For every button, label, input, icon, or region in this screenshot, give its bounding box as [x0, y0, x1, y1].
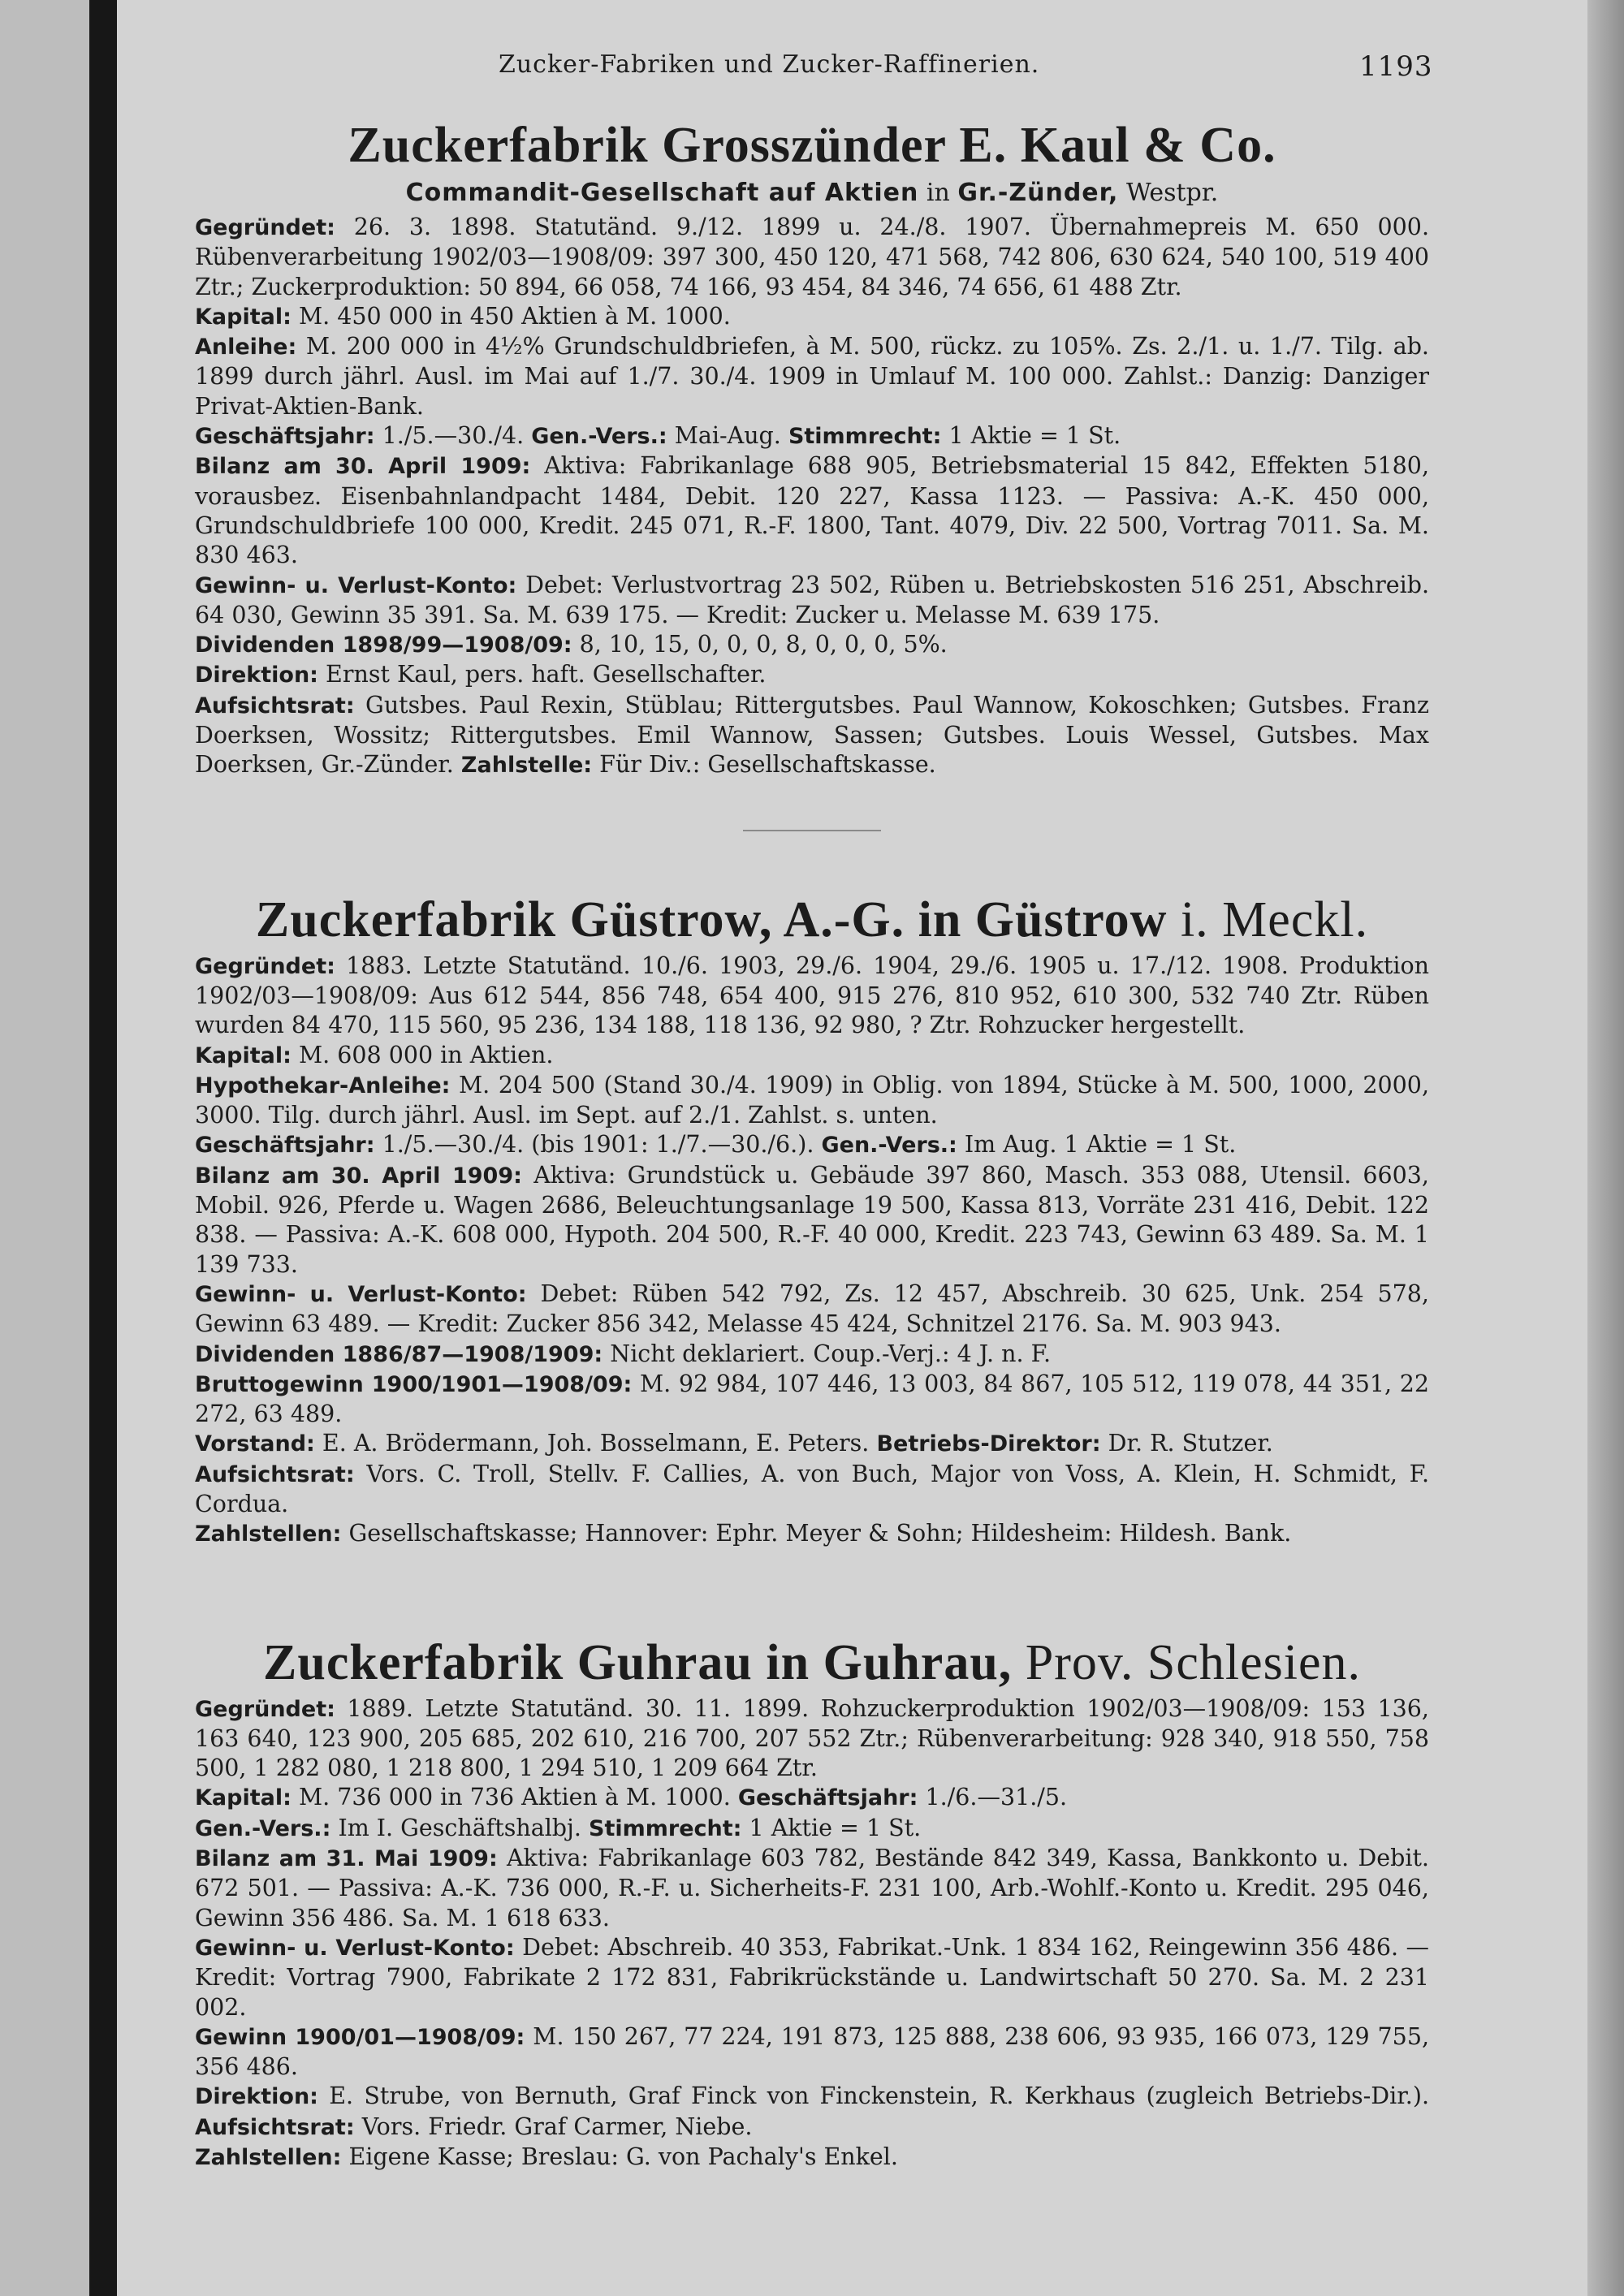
- field-label: Direktion:: [195, 2084, 318, 2110]
- field-label: Gen.-Vers.:: [531, 424, 667, 450]
- entry-paragraph: [195, 1340, 1429, 1370]
- entry-paragraph: [195, 952, 1429, 1041]
- field-text: Vors. Friedr. Graf Carmer, Niebe.: [361, 2113, 753, 2140]
- subtitle-legal-form: Commandit-Gesellschaft auf Aktien: [405, 179, 919, 207]
- field-label: Geschäftsjahr:: [195, 1133, 375, 1159]
- field-label: Kapital:: [195, 1785, 292, 1811]
- field-text: 1 Aktie = 1 St.: [948, 422, 1121, 450]
- field-text: Nicht deklariert. Coup.-Verj.: 4 J. n. F.: [610, 1340, 1052, 1367]
- field-text: 1./5.—30./4.: [382, 422, 525, 450]
- field-text: Ernst Kaul, pers. haft. Gesellschafter.: [326, 661, 767, 688]
- field-label: Bruttogewinn 1900/1901—1908/09:: [195, 1371, 633, 1397]
- entry-paragraph: [195, 571, 1429, 631]
- company-title: [195, 888, 1429, 952]
- page-number: 1193: [1359, 50, 1433, 83]
- field-label: Geschäftsjahr:: [195, 424, 375, 450]
- field-label: Bilanz am 31. Mai 1909:: [195, 1846, 498, 1872]
- subtitle-region: Westpr.: [1125, 179, 1219, 207]
- entry-paragraph: [195, 213, 1429, 302]
- left-page-edge: [0, 0, 89, 2296]
- field-text: 1889. Letzte Statutänd. 30. 11. 1899. Rohzuckerproduktion 1902/03—1908/09: 153 136, 163 640, 123 900, 205 685, 202 610, 216 700, 207 552 Ztr.; Rübenverarbeitung: 928 340, 918 550, 758 500, 1 282 080, 1 218 800, 1 294 510, 1 209 664 Ztr.: [195, 1694, 1429, 1782]
- entry-paragraph: [195, 1844, 1429, 1933]
- field-label: Direktion:: [195, 662, 318, 688]
- company-title-suffix: Prov. Schlesien.: [1025, 1634, 1362, 1690]
- entry-paragraph: [195, 1460, 1429, 1520]
- field-text: Aktiva: Grundstück u. Gebäude 397 860, Masch. 353 088, Utensil. 6603, Mobil. 926, Pferde u. Wagen 2686, Beleuchtungsanlage 19 500, Kassa 813, Vorräte 231 416, Debit. 122 838. — Passiva: A.-K. 608 000, Hypoth. 204 500, R.-F. 40 000, Kredit. 223 743, Gewinn 63 489. Sa. M. 1 139 733.: [195, 1161, 1429, 1278]
- field-text: 1./6.—31./5.: [925, 1784, 1068, 1811]
- field-text: Debet: Abschreib. 40 353, Fabrikat.-Unk. 1 834 162, Reingewinn 356 486. — Kredit: Vortrag 7900, Fabrikate 2 172 831, Fabrikrückstände u. Landwirtschaft 50 270. Sa. M. 2 231 002.: [195, 1933, 1430, 2021]
- subtitle-in: in: [926, 179, 950, 207]
- section-spacer: [195, 1599, 1429, 1631]
- field-label: Kapital:: [195, 1042, 292, 1068]
- field-text: 26. 3. 1898. Statutänd. 9./12. 1899 u. 24./8. 1907. Übernahmepreis M. 650 000. Rübenverarbeitung 1902/03—1908/09: 397 300, 450 120, 471 568, 742 806, 630 624, 540 100, 519 400 Ztr.; Zuckerproduktion: 50 894, 66 058, 74 166, 93 454, 84 346, 74 656, 61 488 Ztr.: [195, 214, 1430, 300]
- field-label: Zahlstelle:: [460, 753, 593, 779]
- field-label: Zahlstellen:: [195, 2145, 342, 2171]
- company-entry: [195, 114, 1429, 781]
- entry-paragraph: [195, 1041, 1429, 1071]
- field-text: 8, 10, 15, 0, 0, 0, 8, 0, 0, 0, 5%.: [579, 631, 948, 658]
- entries-container: [195, 114, 1429, 2221]
- field-text: 1./5.—30./4. (bis 1901: 1./7.—30./6.).: [382, 1131, 814, 1159]
- field-text: Aktiva: Fabrikanlage 688 905, Betriebsmaterial 15 842, Effekten 5180, vorausbez. Eisenbahnlandpacht 1484, Debit. 120 227, Kassa 1123. — Passiva: A.-K. 450 000, Grundschuldbriefe 100 000, Kredit. 245 071, R.-F. 1800, Tant. 4079, Div. 22 500, Vortrag 7011. Sa. M. 830 463.: [195, 452, 1429, 569]
- field-text: 1883. Letzte Statutänd. 10./6. 1903, 29./6. 1904, 29./6. 1905 u. 17./12. 1908. Produktion 1902/03—1908/09: Aus 612 544, 856 748, 654 400, 915 276, 810 952, 610 300, 532 740 Ztr. Rüben wurden 84 470, 115 560, 95 236, 134 188, 118 136, 92 980, ? Ztr. Rohzucker hergestellt.: [195, 952, 1429, 1039]
- field-text: E. Strube, von Bernuth, Graf Finck von Finckenstein, R. Kerkhaus (zugleich Betriebs-Dir.).: [329, 2082, 1429, 2110]
- field-text: M. 608 000 in Aktien.: [298, 1041, 554, 1068]
- entry-paragraph: [195, 1130, 1429, 1160]
- entry-paragraph: [195, 1694, 1429, 1784]
- entry-paragraph: [195, 2143, 1429, 2173]
- entry-paragraph: [195, 451, 1429, 570]
- field-label: Gewinn- u. Verlust-Konto:: [195, 1281, 527, 1307]
- field-label: Aufsichtsrat:: [195, 2114, 355, 2140]
- field-text: Debet: Rüben 542 792, Zs. 12 457, Abschreib. 30 625, Unk. 254 578, Gewinn 63 489. — Kredit: Zucker 856 342, Melasse 45 424, Schnitzel 2176. Sa. M. 903 943.: [195, 1280, 1429, 1338]
- company-subtitle: [195, 177, 1429, 209]
- entry-paragraph: [195, 1783, 1429, 1813]
- field-text: Gesellschaftskasse; Hannover: Ephr. Meyer & Sohn; Hildesheim: Hildesh. Bank.: [348, 1520, 1292, 1547]
- right-page-edge: [1587, 0, 1624, 2296]
- field-text: M. 150 267, 77 224, 191 873, 125 888, 238 606, 93 935, 166 073, 129 755, 356 486.: [195, 2022, 1430, 2081]
- company-title-main: Zuckerfabrik Güstrow, A.-G. in Güstrow: [255, 891, 1168, 947]
- entry-paragraph: [195, 1071, 1429, 1131]
- field-text: Mai-Aug.: [674, 422, 781, 450]
- field-label: Hypothekar-Anleihe:: [195, 1072, 451, 1098]
- entry-paragraph: [195, 332, 1429, 421]
- book-spine: [89, 0, 117, 2296]
- entry-paragraph: [195, 1161, 1429, 1280]
- entry-paragraph: [195, 1370, 1429, 1430]
- field-text: M. 736 000 in 736 Aktien à M. 1000.: [298, 1784, 731, 1811]
- subtitle-place: Gr.-Zünder,: [957, 179, 1119, 207]
- field-label: Zahlstellen:: [195, 1521, 342, 1547]
- field-label: Aufsichtsrat:: [195, 693, 355, 719]
- field-label: Bilanz am 30. April 1909:: [195, 1163, 522, 1189]
- entry-paragraph: [195, 1429, 1429, 1459]
- entry-paragraph: [195, 1814, 1429, 1844]
- field-label: Dividenden 1886/87—1908/1909:: [195, 1341, 603, 1367]
- company-entry: [195, 888, 1429, 1550]
- field-label: Gewinn- u. Verlust-Konto:: [195, 572, 517, 598]
- field-label: Gewinn 1900/01—1908/09:: [195, 2024, 525, 2050]
- entry-paragraph: [195, 660, 1429, 690]
- field-label: Aufsichtsrat:: [195, 1461, 355, 1487]
- section-divider: [743, 830, 881, 831]
- entry-paragraph: [195, 1933, 1429, 2022]
- field-text: E. A. Brödermann, Joh. Bosselmann, E. Peters.: [322, 1430, 870, 1457]
- entry-paragraph: [195, 1519, 1429, 1549]
- field-label: Anleihe:: [195, 334, 297, 360]
- field-label: Gen.-Vers.:: [821, 1133, 957, 1159]
- running-title: Zucker-Fabriken und Zucker-Raffinerien.: [499, 50, 1040, 79]
- field-text: Aktiva: Fabrikanlage 603 782, Bestände 842 349, Kassa, Bankkonto u. Debit. 672 501. — Passiva: A.-K. 736 000, R.-F. u. Sicherheits-F. 231 100, Arb.-Wohlf.-Konto u. Kredit. 295 046, Gewinn 356 486. Sa. M. 1 618 633.: [195, 1845, 1429, 1931]
- field-label: Gen.-Vers.:: [195, 1815, 331, 1841]
- field-label: Geschäftsjahr:: [737, 1785, 918, 1811]
- field-label: Stimmrecht:: [788, 424, 942, 450]
- field-label: Dividenden 1898/99—1908/09:: [195, 632, 572, 658]
- field-label: Bilanz am 30. April 1909:: [195, 454, 531, 480]
- field-text: 1 Aktie = 1 St.: [749, 1814, 922, 1841]
- field-text: M. 204 500 (Stand 30./4. 1909) in Oblig. von 1894, Stücke à M. 500, 1000, 2000, 3000. Tilg. durch jährl. Ausl. im Sept. auf 2./1. Zahlst. s. unten.: [195, 1071, 1429, 1129]
- field-text: M. 450 000 in 450 Aktien à M. 1000.: [298, 302, 731, 330]
- field-label: Gegründet:: [195, 215, 335, 240]
- entry-paragraph: [195, 691, 1429, 781]
- field-text: M. 92 984, 107 446, 13 003, 84 867, 105 512, 119 078, 44 351, 22 272, 63 489.: [195, 1370, 1429, 1428]
- field-text: Debet: Verlustvortrag 23 502, Rüben u. Betriebskosten 516 251, Abschreib. 64 030, Gewinn 35 391. Sa. M. 639 175. — Kredit: Zucker u. Melasse M. 639 175.: [195, 571, 1430, 628]
- field-label: Stimmrecht:: [589, 1815, 742, 1841]
- field-label: Betriebs-Direktor:: [876, 1431, 1101, 1457]
- company-title-main: Zuckerfabrik Guhrau in Guhrau,: [262, 1634, 1013, 1690]
- field-label: Kapital:: [195, 304, 292, 330]
- field-label: Gegründet:: [195, 1696, 335, 1722]
- entry-paragraph: [195, 302, 1429, 332]
- entry-paragraph: [195, 630, 1429, 660]
- entry-paragraph: [195, 1280, 1429, 1340]
- field-text: Vors. C. Troll, Stellv. F. Callies, A. von Buch, Major von Voss, A. Klein, H. Schmidt, F. Cordua.: [195, 1460, 1430, 1517]
- page: [117, 0, 1587, 2296]
- field-text: Eigene Kasse; Breslau: G. von Pachaly's Enkel.: [348, 2143, 898, 2171]
- company-entry: [195, 1631, 1429, 2173]
- entry-paragraph: [195, 421, 1429, 451]
- field-text: M. 200 000 in 4½% Grundschuldbriefen, à M. 500, rückz. zu 105%. Zs. 2./1. u. 1./7. Tilg. ab. 1899 durch jährl. Ausl. im Mai auf 1./7. 30./4. 1909 in Umlauf M. 100 000. Zahlst.: Danzig: Danziger Privat-Aktien-Bank.: [195, 333, 1429, 420]
- field-text: Für Div.: Gesellschaftskasse.: [599, 751, 936, 779]
- field-label: Vorstand:: [195, 1431, 315, 1457]
- company-title: [195, 1631, 1429, 1694]
- company-title-suffix: i. Meckl.: [1180, 891, 1369, 947]
- company-title: Zuckerfabrik Grosszünder E. Kaul & Co.: [348, 118, 1276, 173]
- field-text: Im I. Geschäftshalbj.: [338, 1814, 581, 1841]
- field-label: Gegründet:: [195, 953, 335, 979]
- entry-paragraph: [195, 2022, 1429, 2082]
- field-text: Gutsbes. Paul Rexin, Stüblau; Rittergutsbes. Paul Wannow, Kokoschken; Gutsbes. Franz Doerksen, Wossitz; Rittergutsbes. Emil Wannow, Sassen; Gutsbes. Louis Wessel, Gutsbes. Max Doerksen, Gr.-Zünder.: [195, 691, 1429, 779]
- field-text: Dr. R. Stutzer.: [1108, 1430, 1273, 1457]
- field-label: Gewinn- u. Verlust-Konto:: [195, 1935, 515, 1961]
- field-text: Im Aug. 1 Aktie = 1 St.: [964, 1131, 1237, 1159]
- entry-paragraph: [195, 2082, 1429, 2143]
